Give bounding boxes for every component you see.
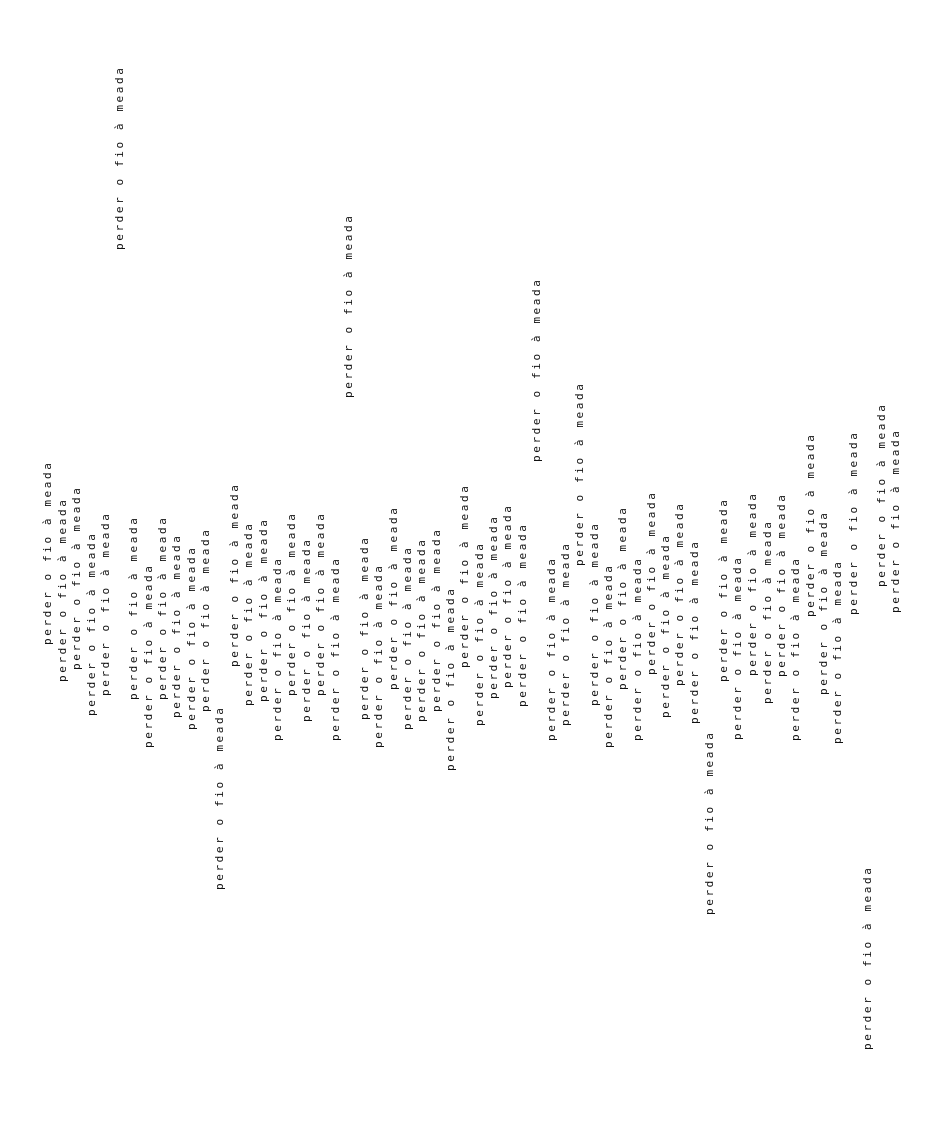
phrase-text: perder o fio à meada	[487, 514, 500, 699]
phrase-text: perder o fio à meada	[659, 533, 672, 718]
phrase-text: perder o fio à meada	[847, 430, 860, 615]
phrase-text: perder o fio à meada	[329, 556, 342, 741]
phrase-text: perder o fio à meada	[501, 503, 514, 688]
phrase-text: perder o fio à meada	[271, 556, 284, 741]
phrase-text: perder o fio à meada	[530, 277, 543, 462]
phrase-text: perder o fio à meada	[703, 730, 716, 915]
phrase-text: perder o fio à meada	[242, 521, 255, 706]
phrase-text: perder o fio à meada	[545, 556, 558, 741]
phrase-text: perder o fio à meada	[415, 537, 428, 722]
phrase-text: perder o fio à meada	[314, 511, 327, 696]
phrase-text: perder o fio à meada	[804, 432, 817, 617]
phrase-text: perder o fio à meada	[731, 555, 744, 740]
phrase-text: perder o fio à meada	[717, 497, 730, 682]
phrase-text: perder o fio à meada	[257, 517, 270, 702]
phrase-text: perder o fio à meada	[127, 515, 140, 700]
phrase-text: perder o fio à meada	[199, 527, 212, 712]
phrase-text: perder o fio à meada	[831, 559, 844, 744]
phrase-text: perder o fio à meada	[616, 505, 629, 690]
phrase-text: perder o fio à meada	[85, 531, 98, 716]
phrase-text: perder o fio à meada	[875, 402, 888, 587]
phrase-text: perder o fio à meada	[516, 522, 529, 707]
phrase-text: perder o fio à meada	[789, 556, 802, 741]
phrase-text: perder o fio à meada	[300, 537, 313, 722]
phrase-text: perder o fio à meada	[458, 483, 471, 668]
phrase-text: perder o fio à meada	[645, 490, 658, 675]
phrase-text: perder o fio à meada	[631, 556, 644, 741]
phrase-text: perder o fio à meada	[775, 492, 788, 677]
phrase-text: perder o fio à meada	[156, 515, 169, 700]
phrase-text: perder o fio à meada	[861, 865, 874, 1050]
phrase-text: perder o fio à meada	[473, 541, 486, 726]
phrase-text: perder o fio à meada	[573, 381, 586, 566]
phrase-text: perder o fio à meada	[889, 428, 902, 613]
phrase-text: perder o fio à meada	[761, 519, 774, 704]
phrase-text: perder o fio à meada	[70, 485, 83, 670]
phrase-text: perder o fio à meada	[673, 501, 686, 686]
phrase-text: perder o fio à meada	[602, 563, 615, 748]
phrase-text: perder o fio à meada	[56, 497, 69, 682]
phrase-text: perder o fio à meada	[401, 545, 414, 730]
phrase-text: perder o fio à meada	[588, 521, 601, 706]
phrase-text: perder o fio à meada	[559, 541, 572, 726]
phrase-text: perder o fio à meada	[285, 511, 298, 696]
phrase-text: perder o fio à meada	[41, 460, 54, 645]
phrase-text: perder o fio à meada	[342, 213, 355, 398]
phrase-text: perder o fio à meada	[358, 535, 371, 720]
phrase-text: perder o fio à meada	[372, 563, 385, 748]
phrase-text: perder o fio à meada	[213, 705, 226, 890]
phrase-text: perder o fio à meada	[170, 533, 183, 718]
phrase-text: perder o fio à meada	[185, 545, 198, 730]
phrase-text: perder o fio à meada	[228, 482, 241, 667]
phrase-text: perder o fio à meada	[142, 563, 155, 748]
phrase-text: perder o fio à meada	[99, 511, 112, 696]
phrase-text: perder o fio à meada	[387, 505, 400, 690]
phrase-text: perder o fio à meada	[817, 510, 830, 695]
phrase-text: perder o fio à meada	[688, 539, 701, 724]
phrase-text: perder o fio à meada	[430, 527, 443, 712]
phrase-text: perder o fio à meada	[746, 491, 759, 676]
phrase-text: perder o fio à meada	[113, 65, 126, 250]
phrase-text: perder o fio à meada	[444, 586, 457, 771]
